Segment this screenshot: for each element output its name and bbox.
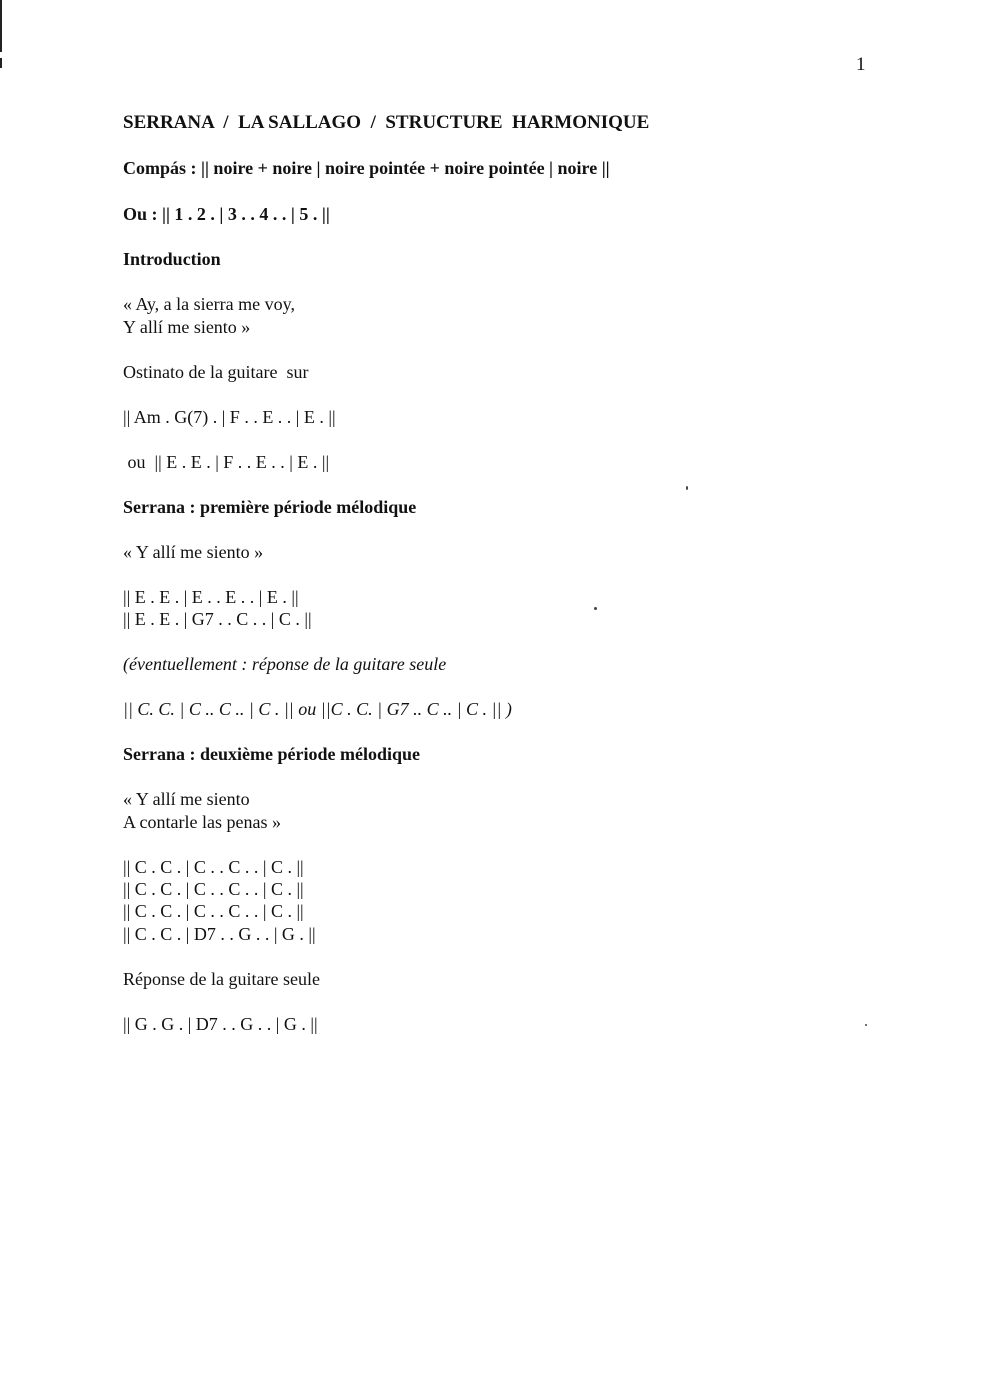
ostinato-label: Ostinato de la guitare sur	[123, 362, 309, 382]
chord-line: ou || E . E . | F . . E . . | E . ||	[123, 452, 330, 472]
scan-edge-mark	[0, 58, 2, 68]
chord-line: || Am . G(7) . | F . . E . . | E . ||	[123, 407, 336, 427]
lyric-line: Y allí me siento »	[123, 317, 251, 337]
scan-speck	[865, 1024, 867, 1026]
chord-line: || E . E . | G7 . . C . . | C . ||	[123, 609, 312, 629]
counts-line: Ou : || 1 . 2 . | 3 . . 4 . . | 5 . ||	[123, 204, 330, 224]
lyric-line: « Y allí me siento »	[123, 542, 264, 562]
lyric-line: « Ay, a la sierra me voy,	[123, 294, 295, 314]
scan-speck	[594, 607, 597, 610]
chord-line: || C . C . | C . . C . . | C . ||	[123, 857, 304, 877]
italic-note: (éventuellement : réponse de la guitare seule	[123, 654, 447, 674]
page-number: 1	[856, 54, 866, 75]
chord-line: || C . C . | C . . C . . | C . ||	[123, 879, 304, 899]
compas-line: Compás : || noire + noire | noire pointée + noire pointée | noire ||	[123, 158, 610, 178]
chord-line: || C . C . | C . . C . . | C . ||	[123, 901, 304, 921]
introduction-heading: Introduction	[123, 249, 221, 269]
lyric-line: A contarle las penas »	[123, 812, 281, 832]
italic-note: || C. C. | C .. C .. | C . || ou ||C . C. | G7 .. C .. | C . || )	[123, 699, 512, 719]
lyric-line: « Y allí me siento	[123, 789, 250, 809]
document-title: SERRANA / LA SALLAGO / STRUCTURE HARMONIQUE	[123, 112, 650, 133]
scan-edge-mark	[0, 0, 2, 52]
chord-line: || G . G . | D7 . . G . . | G . ||	[123, 1014, 318, 1034]
periode1-heading: Serrana : première période mélodique	[123, 497, 417, 517]
scan-speck	[686, 486, 688, 490]
chord-line: || C . C . | D7 . . G . . | G . ||	[123, 924, 316, 944]
periode2-heading: Serrana : deuxième période mélodique	[123, 744, 420, 764]
chord-line: || E . E . | E . . E . . | E . ||	[123, 587, 299, 607]
reponse-label: Réponse de la guitare seule	[123, 969, 320, 989]
